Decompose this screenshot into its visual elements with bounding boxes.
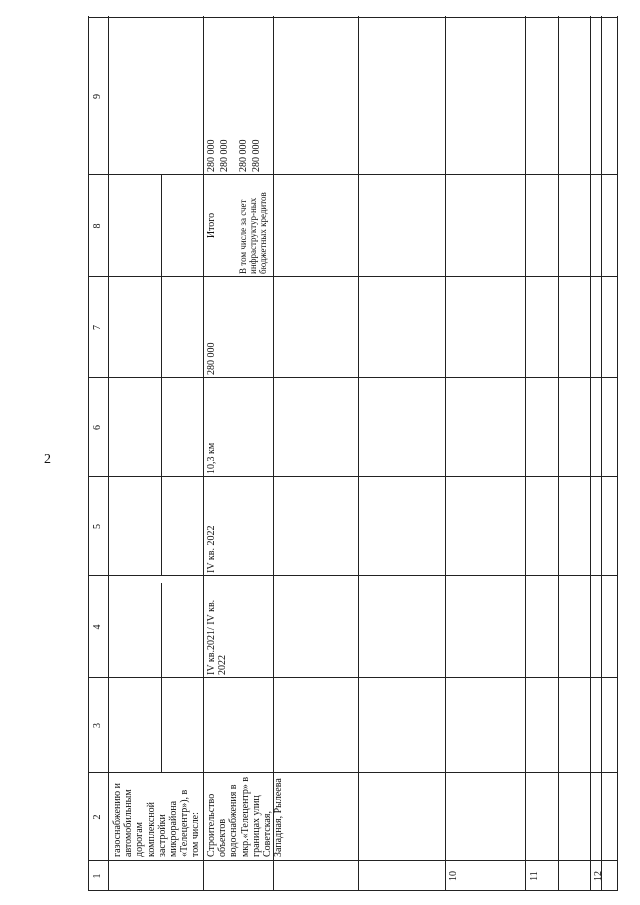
header-col-5: 5 [92,524,103,529]
grid-line [88,276,618,277]
header-col-7: 7 [92,325,103,330]
grid-line [88,16,89,891]
header-col-10: 10 [448,871,459,881]
header-col-4: 4 [92,624,103,630]
grid-line [161,378,162,477]
grid-line [88,772,618,773]
row1-capacity: 10,3 км [206,442,217,474]
header-col-11: 11 [529,871,540,881]
header-col-2: 2 [92,814,103,820]
program-table [88,16,618,891]
header-col-12: 12 [593,871,604,881]
row1-sub1-c10: 280 000 [219,139,230,172]
rotated-table-area [88,16,618,891]
grid-line [161,678,162,773]
grid-line [161,175,162,277]
row1-name: Строительство объектов водоснабжения в мкр.«Телецентр» в границах улиц Советская, Западная, Рылеева [206,776,285,857]
grid-line [161,477,162,576]
header-col-8: 8 [92,223,103,229]
row1-sub1-c9: 280 000 [206,139,217,172]
grid-line [88,677,618,678]
grid-line [617,16,618,891]
row1-cost: 280 000 [206,342,217,375]
row1-sub2-c10: 280 000 [251,139,262,172]
row1-sub2-c9: 280 000 [238,139,249,172]
row1-sub1-label: Итого [206,212,217,239]
grid-line [590,16,591,891]
grid-line [88,377,618,378]
grid-line [161,277,162,378]
grid-line [108,16,109,891]
grid-line [273,16,274,891]
header-col-3: 3 [92,723,103,728]
row1-sub2-label: В том числе за счет инфраструктур-ных бюджетных кредитов [238,192,269,274]
grid-line [88,174,618,175]
grid-line [88,575,618,576]
grid-line [88,17,618,18]
grid-line [525,16,526,891]
grid-line [558,16,559,891]
grid-line [161,583,162,678]
header-col-6: 6 [92,425,103,430]
intro-text: газоснабжению и автомобильным дорогам комплексной застройки микрорайона «Телецентр»), в том числе: [112,783,202,857]
header-col-1: 1 [92,873,103,879]
grid-line [203,16,204,891]
header-col-9: 9 [92,94,103,99]
row1-period: IV кв.2021/ IV кв. 2022 [206,599,229,675]
grid-line [358,16,359,891]
grid-line [445,16,446,891]
row1-commission: IV кв. 2022 [206,525,217,573]
page-number: 2 [44,452,51,467]
grid-line [88,476,618,477]
grid-line [601,16,602,891]
